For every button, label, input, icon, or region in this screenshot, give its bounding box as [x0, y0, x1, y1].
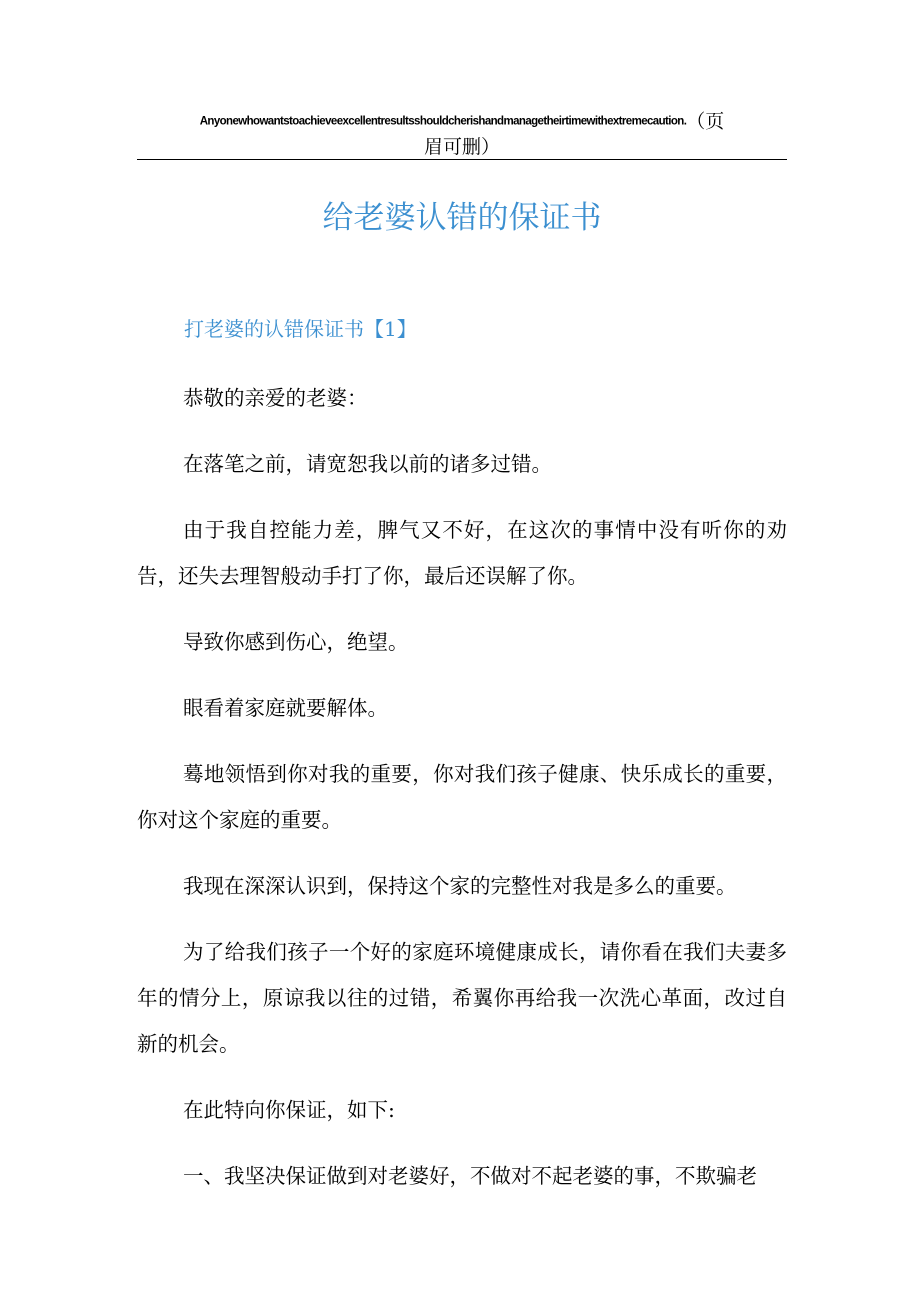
- paragraph: 在此特向你保证，如下:: [183, 1098, 395, 1122]
- paragraph: 由于我自控能力差，脾气又不好，在这次的事情中没有听你的劝告，还失去理智般动手打了你，最后还误解了你。: [137, 518, 787, 588]
- paragraph: 蓦地领悟到你对我的重要，你对我们孩子健康、快乐成长的重要，你对这个家庭的重要。: [137, 762, 787, 832]
- document-title: 给老婆认错的保证书: [322, 200, 602, 236]
- header-chinese-text-2: 眉可删）: [423, 136, 500, 159]
- paragraph: 恭敬的亲爱的老婆：: [183, 386, 368, 410]
- paragraph: 在落笔之前，请宽恕我以前的诸多过错。: [183, 452, 552, 476]
- document-body: [137, 375, 787, 1219]
- paragraph: 一、我坚决保证做到对老婆好，不做对不起老婆的事，不欺骗老: [183, 1164, 757, 1188]
- section-title: 打老婆的认错保证书【1】: [184, 317, 417, 341]
- page-header: [137, 108, 787, 160]
- paragraph: 为了给我们孩子一个好的家庭环境健康成长，请你看在我们夫妻多年的情分上，原谅我以往的过错，希翼你再给我一次洗心革面，改过自新的机会。: [137, 940, 787, 1056]
- paragraph: 我现在深深认识到，保持这个家的完整性对我是多么的重要。: [183, 874, 737, 898]
- header-english-text: Anyonewhowantstoachieveexcellentresultsshouldcherishandmanagetheirtimewithextremecaution.: [199, 115, 687, 128]
- paragraph: 眼看着家庭就要解体。: [183, 696, 388, 720]
- paragraph: 导致你感到伤心，绝望。: [183, 630, 409, 654]
- header-chinese-text-1: （页: [686, 110, 725, 133]
- header-line-1: [137, 108, 787, 134]
- header-divider: [137, 159, 787, 160]
